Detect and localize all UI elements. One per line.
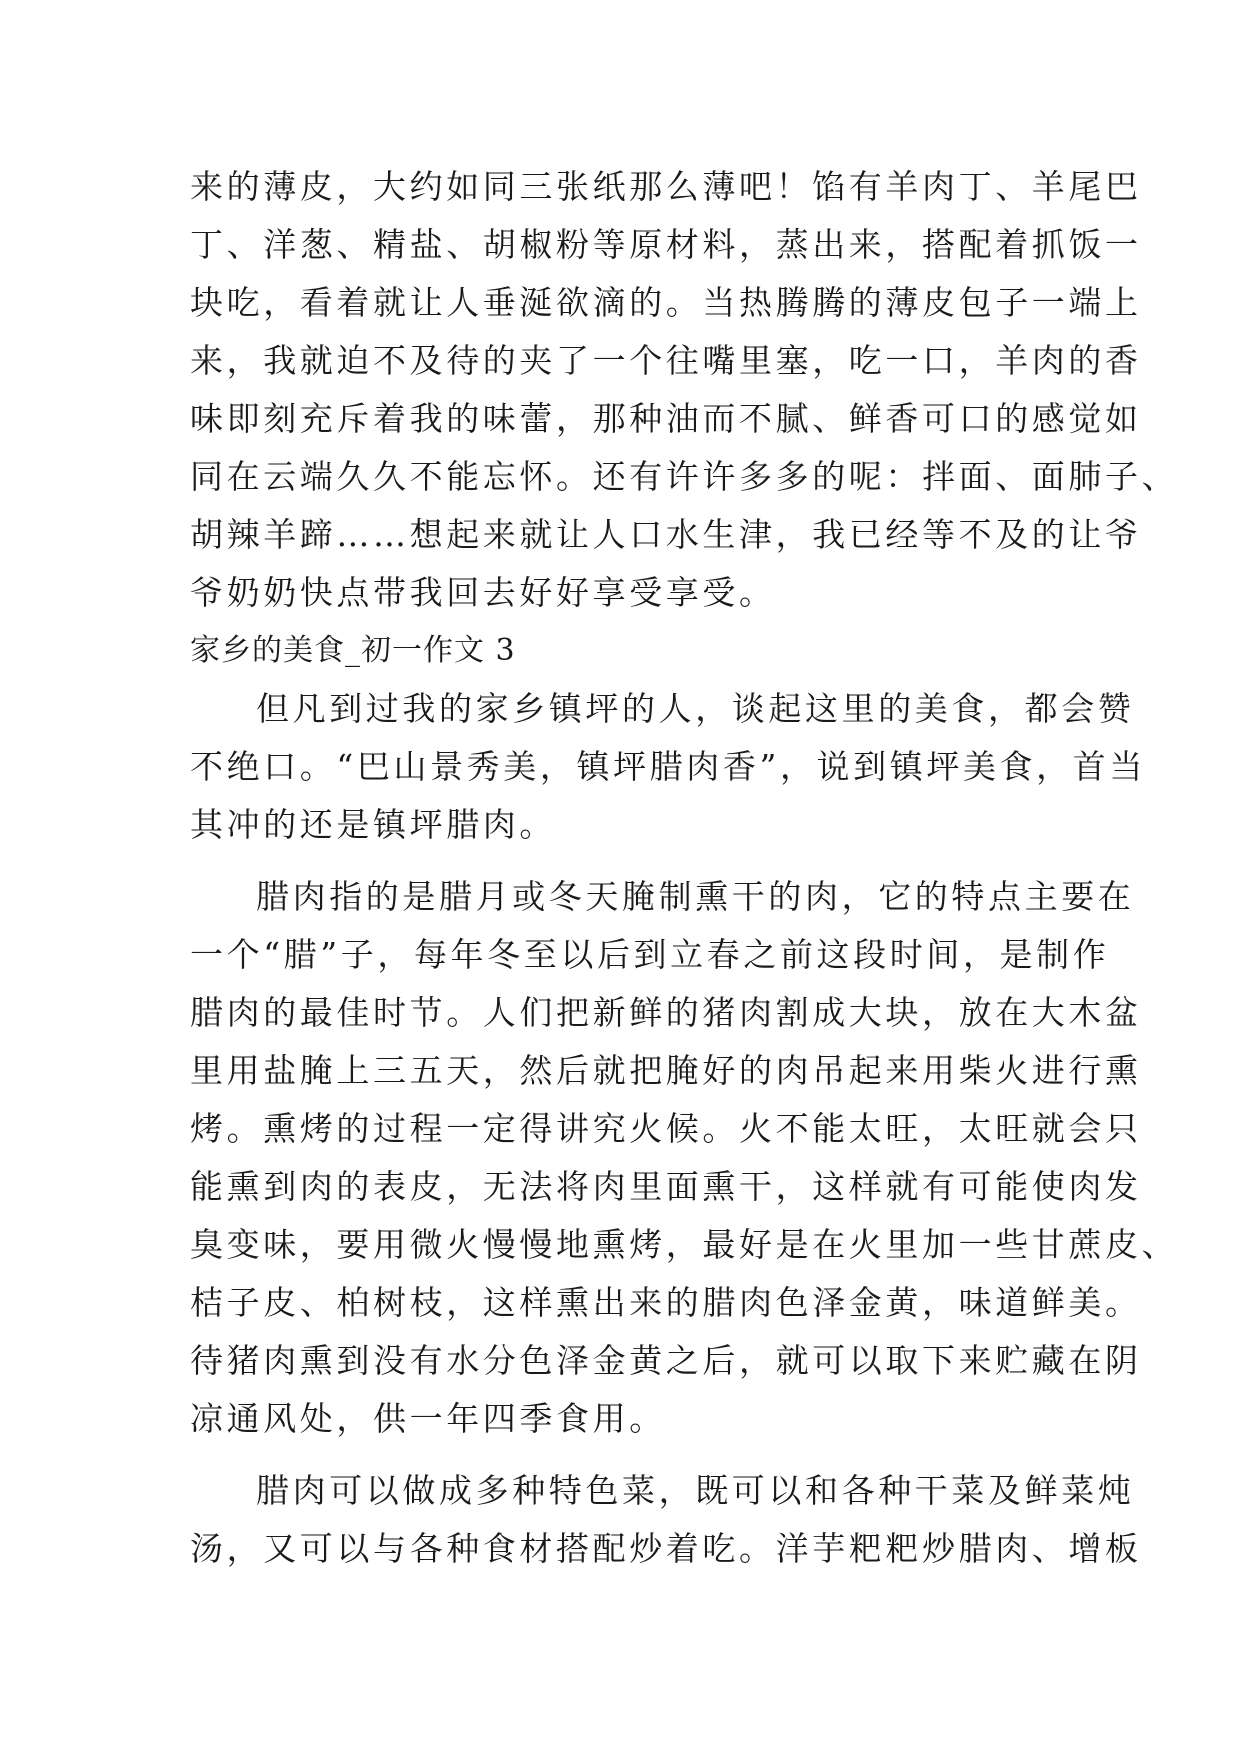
document-body <box>190 158 1179 1578</box>
text-line: 爷奶奶快点带我回去好好享受享受。 <box>190 573 776 612</box>
section-heading: 家乡的美食_初一作文 3 <box>190 633 516 668</box>
text-line: 烤。熏烤的过程一定得讲究火候。火不能太旺，太旺就会只 <box>190 1109 1142 1148</box>
text-line: 来的薄皮，大约如同三张纸那么薄吧！馅有羊肉丁、羊尾巴 <box>190 167 1142 206</box>
text-line: 胡辣羊蹄……想起来就让人口水生津，我已经等不及的让爷 <box>190 515 1142 554</box>
text-line: 来，我就迫不及待的夹了一个往嘴里塞，吃一口，羊肉的香 <box>190 341 1142 380</box>
paragraph-gap <box>190 1448 1060 1462</box>
text-line: 里用盐腌上三五天，然后就把腌好的肉吊起来用柴火进行熏 <box>190 1051 1142 1090</box>
text-line: 臭变味，要用微火慢慢地熏烤，最好是在火里加一些甘蔗皮、 <box>190 1225 1179 1264</box>
text-line: 块吃，看着就让人垂涎欲滴的。当热腾腾的薄皮包子一端上 <box>190 283 1142 322</box>
text-line: 但凡到过我的家乡镇坪的人，谈起这里的美食，都会赞 <box>256 689 1135 728</box>
text-line: 腊肉可以做成多种特色菜，既可以和各种干菜及鲜菜炖 <box>256 1471 1135 1510</box>
text-line: 其冲的还是镇坪腊肉。 <box>190 805 556 844</box>
text-line: 腊肉指的是腊月或冬天腌制熏干的肉，它的特点主要在 <box>256 877 1135 916</box>
text-line: 不绝口。“巴山景秀美，镇坪腊肉香”，说到镇坪美食，首当 <box>190 747 1146 786</box>
text-line: 凉通风处，供一年四季食用。 <box>190 1399 666 1438</box>
text-line: 能熏到肉的表皮，无法将肉里面熏干，这样就有可能使肉发 <box>190 1167 1142 1206</box>
text-line: 味即刻充斥着我的味蕾，那种油而不腻、鲜香可口的感觉如 <box>190 399 1142 438</box>
text-line: 汤，又可以与各种食材搭配炒着吃。洋芋粑粑炒腊肉、增板 <box>190 1529 1142 1568</box>
text-line: 腊肉的最佳时节。人们把新鲜的猪肉割成大块，放在大木盆 <box>190 993 1142 1032</box>
text-line: 桔子皮、柏树枝，这样熏出来的腊肉色泽金黄，味道鲜美。 <box>190 1283 1142 1322</box>
text-line: 同在云端久久不能忘怀。还有许许多多的呢：拌面、面肺子、 <box>190 457 1179 496</box>
paragraph-gap <box>190 854 1060 868</box>
text-line: 一个“腊”子，每年冬至以后到立春之前这段时间，是制作 <box>190 935 1110 974</box>
text-line: 丁、洋葱、精盐、胡椒粉等原材料，蒸出来，搭配着抓饭一 <box>190 225 1142 264</box>
text-line: 待猪肉熏到没有水分色泽金黄之后，就可以取下来贮藏在阴 <box>190 1341 1142 1380</box>
